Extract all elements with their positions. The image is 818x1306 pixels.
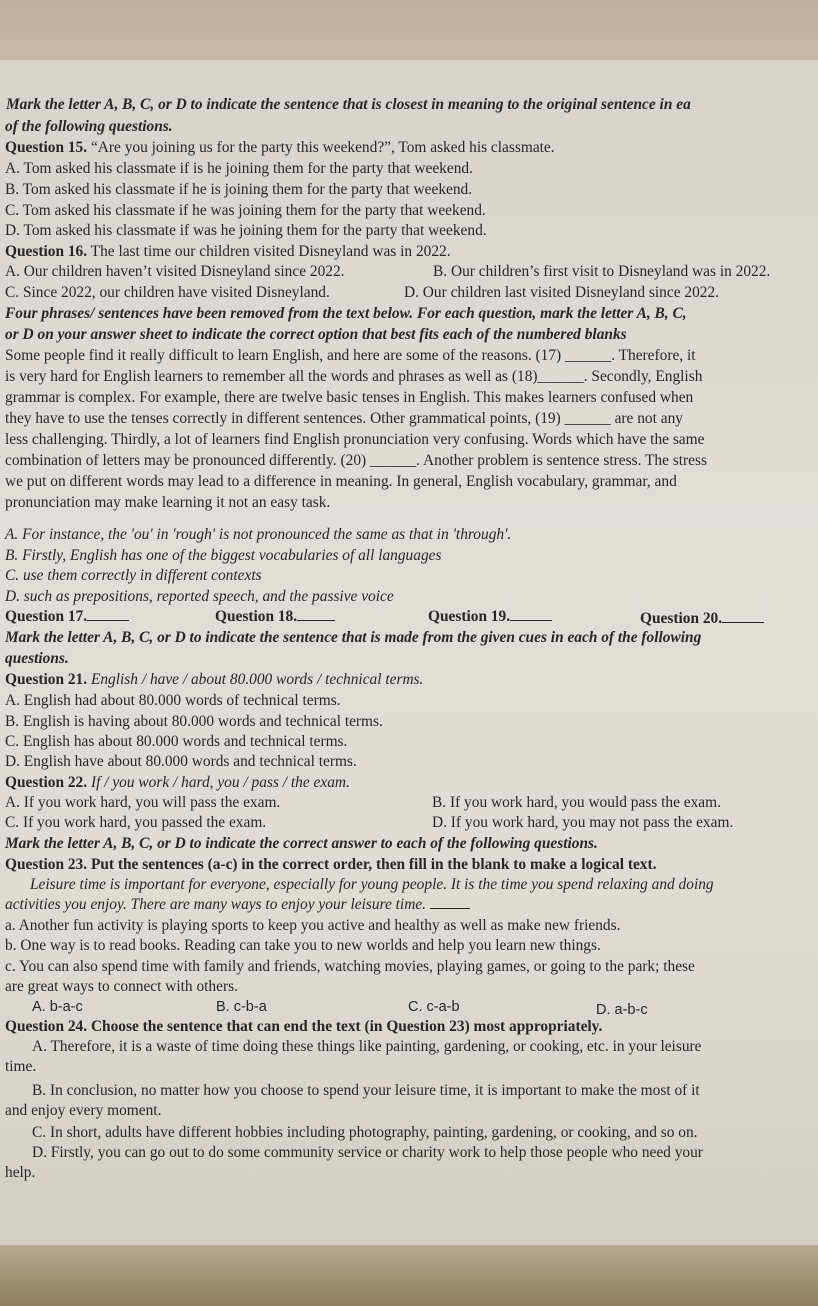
instruction-closest-meaning: Mark the letter A, B, C, or D to indicate the sentence that is closest in meaning to the original sentence in ea [6,96,691,113]
q24-option-b[interactable]: B. In conclusion, no matter how you choose to spend your leisure time, it is important to make the most of it [32,1082,700,1099]
question-23-title: Question 23. Put the sentences (a-c) in the correct order, then fill in the blank to make a logical text. [5,856,657,873]
phrase-option-d: D. such as prepositions, reported speech, and the passive voice [5,588,394,605]
q24-option-a[interactable]: A. Therefore, it is a waste of time doing these things like painting, gardening, or cooking, etc. in your leisure [32,1038,702,1055]
q23-option-a[interactable]: A. b-a-c [32,999,83,1015]
phrase-option-b: B. Firstly, English has one of the biggest vocabularies of all languages [5,547,442,564]
instruction-fill-blanks-cont: or D on your answer sheet to indicate the correct option that best fits each of the numbered blanks [5,326,627,343]
q23-sentence-b: b. One way is to read books. Reading can take you to new worlds and help you learn new things. [5,937,601,954]
q23-sentence-c: c. You can also spend time with family and friends, watching movies, playing games, or going to the park; these [5,958,695,975]
q22-option-c[interactable]: C. If you work hard, you passed the exam. [5,814,267,831]
answer-18[interactable]: Question 18. [215,608,335,626]
question-22: Question 22. If / you work / hard, you / pass / the exam. [5,774,350,791]
question-15: Question 15. “Are you joining us for the party this weekend?”, Tom asked his classmate. [5,139,555,156]
passage-line: they have to use the tenses correctly in different sentences. Other grammatical points, (19) ______ are not any [5,410,683,427]
passage-line: Some people find it really difficult to learn English, and here are some of the reasons. (17) ______. Therefore, it [5,347,696,364]
q15-option-b[interactable]: B. Tom asked his classmate if he is joining them for the party that weekend. [5,181,473,198]
q21-option-a[interactable]: A. English had about 80.000 words of technical terms. [5,692,341,709]
q23-paragraph-cont: activities you enjoy. There are many ways to enjoy your leisure time. [5,896,470,914]
q15-option-c[interactable]: C. Tom asked his classmate if he was joining them for the party that weekend. [5,202,486,219]
q22-option-a[interactable]: A. If you work hard, you will pass the exam. [5,794,281,811]
q23-paragraph: Leisure time is important for everyone, especially for young people. It is the time you spend relaxing and doing [30,876,714,893]
passage-line: pronunciation may make learning it not an easy task. [5,494,331,511]
q23-option-d[interactable]: D. a-b-c [596,1002,648,1018]
passage-line: we put on different words may lead to a difference in meaning. In general, English vocabulary, grammar, and [5,473,677,490]
question-16: Question 16. The last time our children visited Disneyland was in 2022. [5,243,451,260]
q24-option-a-cont: time. [5,1058,37,1075]
answer-19[interactable]: Question 19. [428,608,552,626]
q16-option-c[interactable]: C. Since 2022, our children have visited Disneyland. [5,284,330,301]
question-21: Question 21. English / have / about 80.000 words / technical terms. [5,671,424,688]
question-24-title: Question 24. Choose the sentence that can end the text (in Question 23) most appropriately. [5,1018,603,1035]
q16-option-a[interactable]: A. Our children haven’t visited Disneyland since 2022. [5,263,345,280]
passage-line: grammar is complex. For example, there are twelve basic tenses in English. This makes learners confused when [5,389,694,406]
q15-option-a[interactable]: A. Tom asked his classmate if is he joining them for the party that weekend. [5,160,473,177]
q21-option-d[interactable]: D. English have about 80.000 words and technical terms. [5,753,357,770]
q22-option-b[interactable]: B. If you work hard, you would pass the exam. [432,794,721,811]
q24-option-d[interactable]: D. Firstly, you can go out to do some community service or charity work to help those people who need your [32,1144,703,1161]
answer-17[interactable]: Question 17. [5,608,129,626]
passage-line: combination of letters may be pronounced differently. (20) ______. Another problem is sentence stress. The stress [5,452,707,469]
background-bottom [0,1245,818,1306]
instruction-fill-blanks: Four phrases/ sentences have been removed from the text below. For each question, mark the letter A, B, C, [5,305,687,322]
q16-option-d[interactable]: D. Our children last visited Disneyland since 2022. [404,284,720,301]
passage-line: less challenging. Thirdly, a lot of learners find English pronunciation very confusing. Words which have the same [5,431,705,448]
q23-sentence-a: a. Another fun activity is playing sports to keep you active and healthy as well as make new friends. [5,917,621,934]
q22-option-d[interactable]: D. If you work hard, you may not pass the exam. [432,814,734,831]
q23-option-b[interactable]: B. c-b-a [216,999,267,1015]
answer-20[interactable]: Question 20. [640,610,764,628]
phrase-option-c: C. use them correctly in different contexts [5,567,262,584]
q23-sentence-c-cont: are great ways to connect with others. [5,978,238,995]
q24-option-c[interactable]: C. In short, adults have different hobbies including photography, painting, gardening, or cooking, and so on. [32,1124,698,1141]
phrase-option-a: A. For instance, the 'ou' in 'rough' is not pronounced the same as that in 'through'. [5,526,512,543]
q23-option-c[interactable]: C. c-a-b [408,999,460,1015]
q21-option-b[interactable]: B. English is having about 80.000 words and technical terms. [5,713,383,730]
passage-line: is very hard for English learners to remember all the words and phrases as well as (18)______. Secondly, English [5,368,703,385]
q24-option-d-cont: help. [5,1164,36,1181]
q16-option-b[interactable]: B. Our children’s first visit to Disneyland was in 2022. [433,263,771,280]
instruction-sentence-cues-cont: questions. [5,650,69,667]
q21-option-c[interactable]: C. English has about 80.000 words and technical terms. [5,733,348,750]
instruction-closest-meaning-cont: of the following questions. [5,118,173,135]
instruction-correct-answer: Mark the letter A, B, C, or D to indicate the correct answer to each of the following questions. [5,835,598,852]
instruction-sentence-cues: Mark the letter A, B, C, or D to indicate the sentence that is made from the given cues in each of the following [5,629,702,646]
q15-option-d[interactable]: D. Tom asked his classmate if was he joining them for the party that weekend. [5,222,487,239]
q24-option-b-cont: and enjoy every moment. [5,1102,162,1119]
